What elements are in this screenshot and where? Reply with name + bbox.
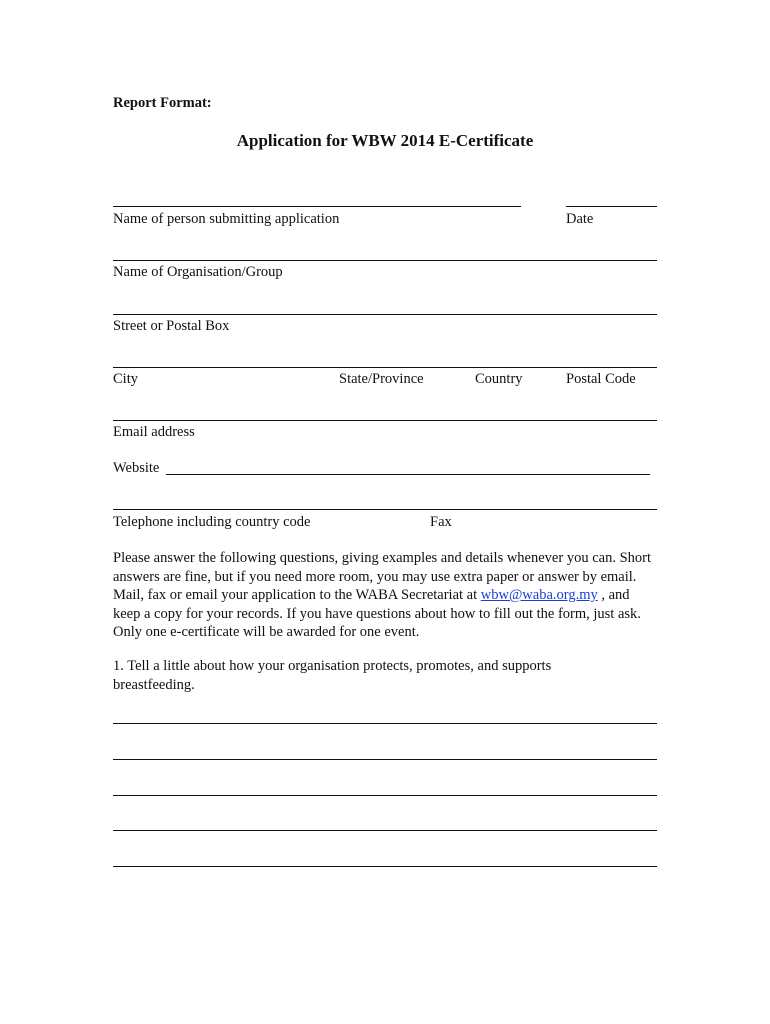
answer-line[interactable] — [113, 866, 657, 867]
secretariat-email-link[interactable]: wbw@waba.org.my — [480, 587, 598, 603]
instructions-text-1: Please answer the following questions, giving examples and details whenever you can. Short answers are fine, but if you need more room, you may use extra paper or answer by email. Mail, fax or email your application to the WABA Secretariat at — [113, 550, 651, 603]
telephone-line[interactable] — [113, 509, 657, 510]
question-1: 1. Tell a little about how your organisation protects, promotes, and supports breastfeeding. — [113, 658, 552, 693]
email-line[interactable] — [113, 420, 657, 421]
answer-line[interactable] — [113, 795, 657, 796]
report-format-heading: Report Format: — [113, 95, 212, 111]
date-line[interactable] — [566, 206, 657, 207]
website-label: Website — [113, 460, 160, 476]
instructions-paragraph — [113, 549, 658, 642]
email-label: Email address — [113, 424, 195, 440]
instructions-text-2: , and keep a copy for your records. If you have questions about how to fill out the form, just ask. Only one e-certificate will be awarded for one event. — [113, 587, 641, 640]
postal-code-label: Postal Code — [566, 371, 636, 387]
telephone-label: Telephone including country code — [113, 514, 311, 530]
city-label: City — [113, 371, 138, 387]
organisation-label: Name of Organisation/Group — [113, 264, 283, 280]
name-label: Name of person submitting application — [113, 211, 340, 227]
date-label: Date — [566, 211, 594, 227]
website-line[interactable] — [166, 474, 650, 475]
answer-line[interactable] — [113, 830, 657, 831]
address-line[interactable] — [113, 367, 657, 368]
name-line[interactable] — [113, 206, 521, 207]
organisation-line[interactable] — [113, 260, 657, 261]
answer-line[interactable] — [113, 723, 657, 724]
answer-line[interactable] — [113, 759, 657, 760]
form-title: Application for WBW 2014 E-Certificate — [236, 131, 534, 150]
country-label: Country — [475, 371, 523, 387]
street-label: Street or Postal Box — [113, 318, 230, 334]
fax-label: Fax — [430, 514, 452, 530]
street-line[interactable] — [113, 314, 657, 315]
state-label: State/Province — [339, 371, 424, 387]
